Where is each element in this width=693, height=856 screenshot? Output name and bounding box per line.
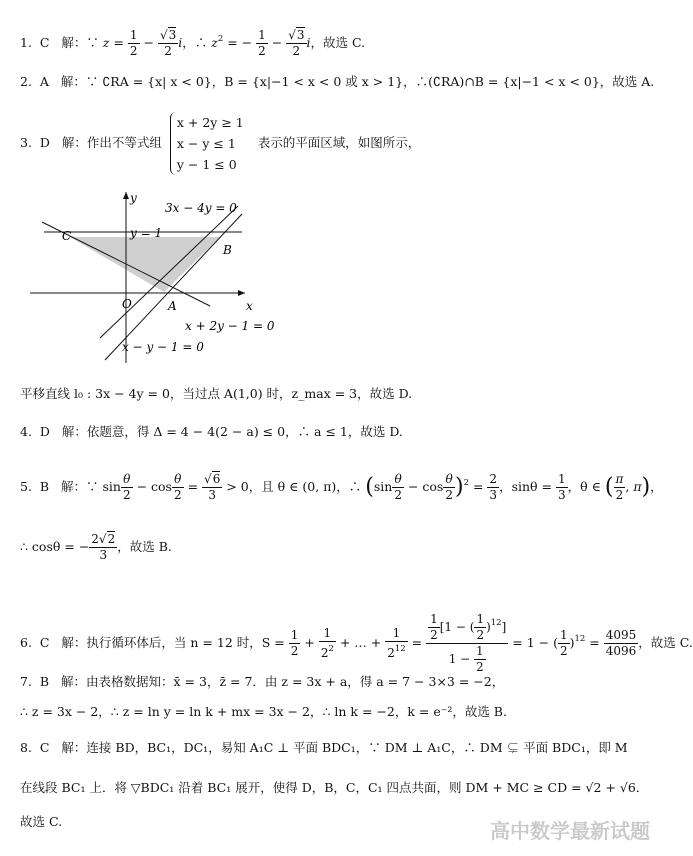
origin-label: O <box>122 297 132 311</box>
q8-cont-line: 在线段 BC₁ 上．将 ▽BDC₁ 沿着 BC₁ 展开，使得 D，B，C，C₁ 四点共面，则 DM + MC ≥ CD = √2 + √6． <box>20 780 649 795</box>
q7-cont-line: ∴ z = 3x − 2，∴ z = ln y = ln k + mx = 3x − 2，∴ ln k = −2，k = e⁻²，故选 B. <box>20 704 507 719</box>
point-c-label: C <box>62 229 72 243</box>
q2-line: 2. A 解：∵ ∁RA = {x| x < 0}，B = {x|−1 < x < 0 或 x > 1}，∴(∁RA)∩B = {x|−1 < x < 0}，故选 A. <box>20 74 655 89</box>
x-axis-label: x <box>246 299 253 313</box>
q6-line: 6. C 解：执行循环体后，当 n = 12 时，S = $\frac{1}{2}$ + $\frac{1}{2^2}$ + … + $\frac{1}{2^{12}}$ = $\frac{1}{2}$ [1 − ( $\frac{1}{2}$ )$^{12}$] 1 − $\frac{1}{2}$ = 1 − ( $\frac{1}{2}$ )$^{12}$ = $\frac{4095}{4096}$ ，故选 C. <box>20 612 693 674</box>
watermark: 高中数学最新试题 <box>490 819 650 843</box>
q1-line: 1. C 解：∵ z = $\frac{1}{2}$ − $\frac{√3}{2}$ i，∴ $z^2$ = − $\frac{1}{2}$ − $\frac{√3}{2}$ i，故选 C. <box>20 28 366 58</box>
region-figure <box>30 188 275 368</box>
q7-line: 7. B 解：由表格数据知：x̄ = 3，z̄ = 7．由 z = 3x + a，得 a = 7 − 3×3 = −2， <box>20 674 505 689</box>
label-y1: y = 1 <box>130 226 163 240</box>
q5-line: 5. B 解：∵ sin $\frac{\theta}{2}$ − cos $\frac{\theta}{2}$ = $\frac{√6}{3}$ > 0，且 θ ∈ (0, π)，∴ (sin $\frac{\theta}{2}$ − cos $\frac{\theta}{2}$ )$^2$ = $\frac{2}{3}$ ，sinθ = $\frac{1}{3}$ ，θ ∈ ( $\frac{\pi}{2}$ , π)， <box>20 472 663 502</box>
q4-line: 4. D 解：依题意，得 Δ = 4 − 4(2 − a) ≤ 0，∴ a ≤ 1，故选 D. <box>20 424 403 439</box>
q3-cont-line: 平移直线 l₀ : 3x − 4y = 0，当过点 A(1,0) 时，z_max = 3，故选 D. <box>20 386 413 401</box>
q5-cont-line: ∴ cosθ = − $\frac{2√2}{3}$ ，故选 B. <box>20 532 172 562</box>
point-a-label: A <box>168 299 177 313</box>
inequality-system: x + 2y ≥ 1 x − y ≤ 1 y − 1 ≤ 0 <box>170 112 250 175</box>
point-b-label: B <box>223 243 232 257</box>
label-xy: x − y − 1 = 0 <box>122 340 204 354</box>
label-3x-4y: 3x − 4y = 0 <box>165 201 237 215</box>
q8-line: 8. C 解：连接 BD，BC₁，DC₁，易知 A₁C ⊥ 平面 BDC₁，∵ DM ⊥ A₁C，∴ DM ⊊ 平面 BDC₁，即 M <box>20 740 628 755</box>
q3-line: 3. D 解：作出不等式组 x + 2y ≥ 1 x − y ≤ 1 y − 1 ≤ 0 表示的平面区域，如图所示， <box>20 112 420 175</box>
label-x2y: x + 2y − 1 = 0 <box>185 319 275 333</box>
y-axis-label: y <box>130 191 137 205</box>
q8-cont-line-2: 故选 C. <box>20 814 63 829</box>
